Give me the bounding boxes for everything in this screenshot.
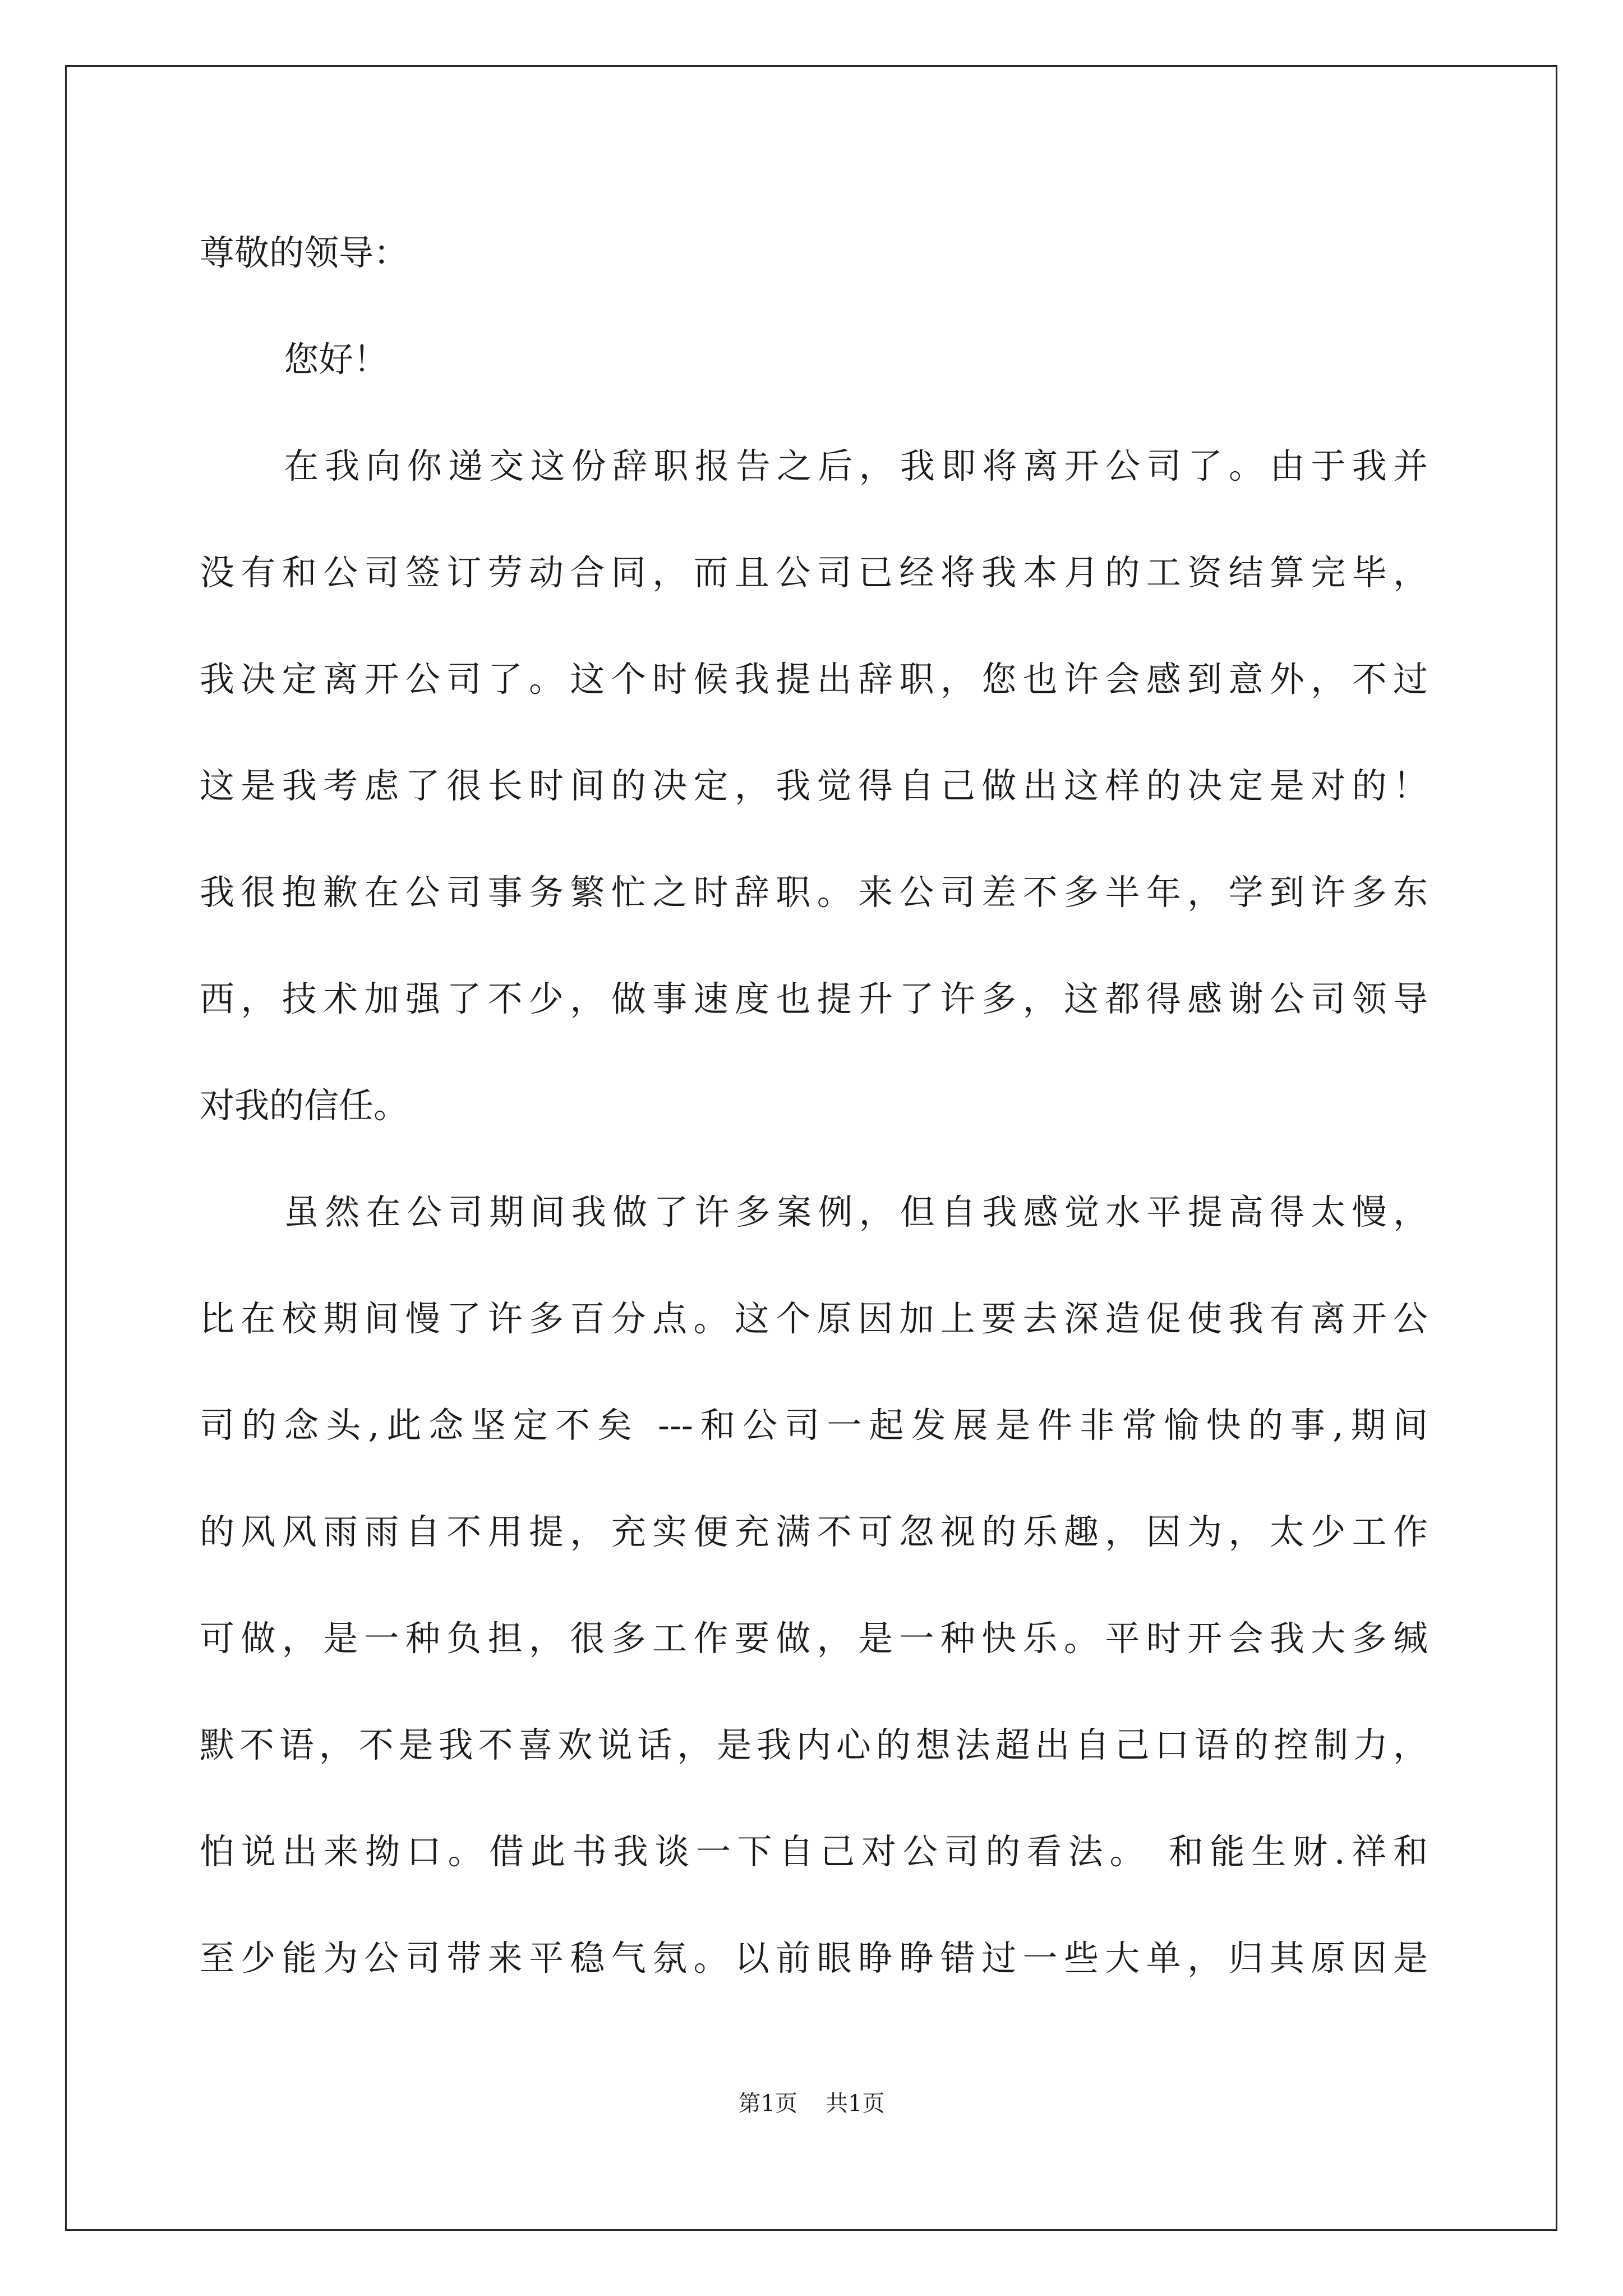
page-number: 第1页 <box>738 2091 797 2116</box>
text-line: 怕说出来拗口。借此书我谈一下自己对公司的看法。 和能生财.祥和 <box>200 1831 1428 1872</box>
text-line: 至少能为公司带来平稳气氛。以前眼睁睁错过一些大单，归其原因是 <box>200 1938 1428 1978</box>
text-line: 没有和公司签订劳动合同，而且公司已经将我本月的工资结算完毕， <box>200 552 1428 593</box>
text-line: 默不语，不是我不喜欢说话，是我内心的想法超出自己口语的控制力， <box>200 1724 1428 1765</box>
text-line: 我很抱歉在公司事务繁忙之时辞职。来公司差不多半年，学到许多东 <box>200 872 1428 913</box>
text-line: 对我的信任。 <box>200 1085 409 1126</box>
text-line: 的风风雨雨自不用提，充实便充满不可忽视的乐趣，因为，太少工作 <box>200 1511 1428 1552</box>
page-total: 共1页 <box>826 2091 885 2116</box>
salutation: 尊敬的领导： <box>200 232 409 273</box>
text-line: 虽然在公司期间我做了许多案例，但自我感觉水平提高得太慢， <box>284 1191 1428 1232</box>
text-line: 司的念头,此念坚定不矣 ---和公司一起发展是件非常愉快的事,期间 <box>200 1405 1428 1446</box>
letter-body <box>200 200 1428 2012</box>
text-line: 在我向你递交这份辞职报告之后，我即将离开公司了。由于我并 <box>284 445 1428 486</box>
letter-lines <box>200 413 1428 2012</box>
text-line: 这是我考虑了很长时间的决定，我觉得自己做出这样的决定是对的！ <box>200 765 1428 806</box>
greeting: 您好！ <box>284 339 389 380</box>
text-line: 比在校期间慢了许多百分点。这个原因加上要去深造促使我有离开公 <box>200 1298 1428 1339</box>
text-line: 西，技术加强了不少，做事速度也提升了许多，这都得感谢公司领导 <box>200 978 1428 1019</box>
text-line: 可做，是一种负担，很多工作要做，是一种快乐。平时开会我大多缄 <box>200 1618 1428 1659</box>
page-footer <box>0 2086 1623 2118</box>
text-line: 我决定离开公司了。这个时候我提出辞职，您也许会感到意外，不过 <box>200 659 1428 700</box>
